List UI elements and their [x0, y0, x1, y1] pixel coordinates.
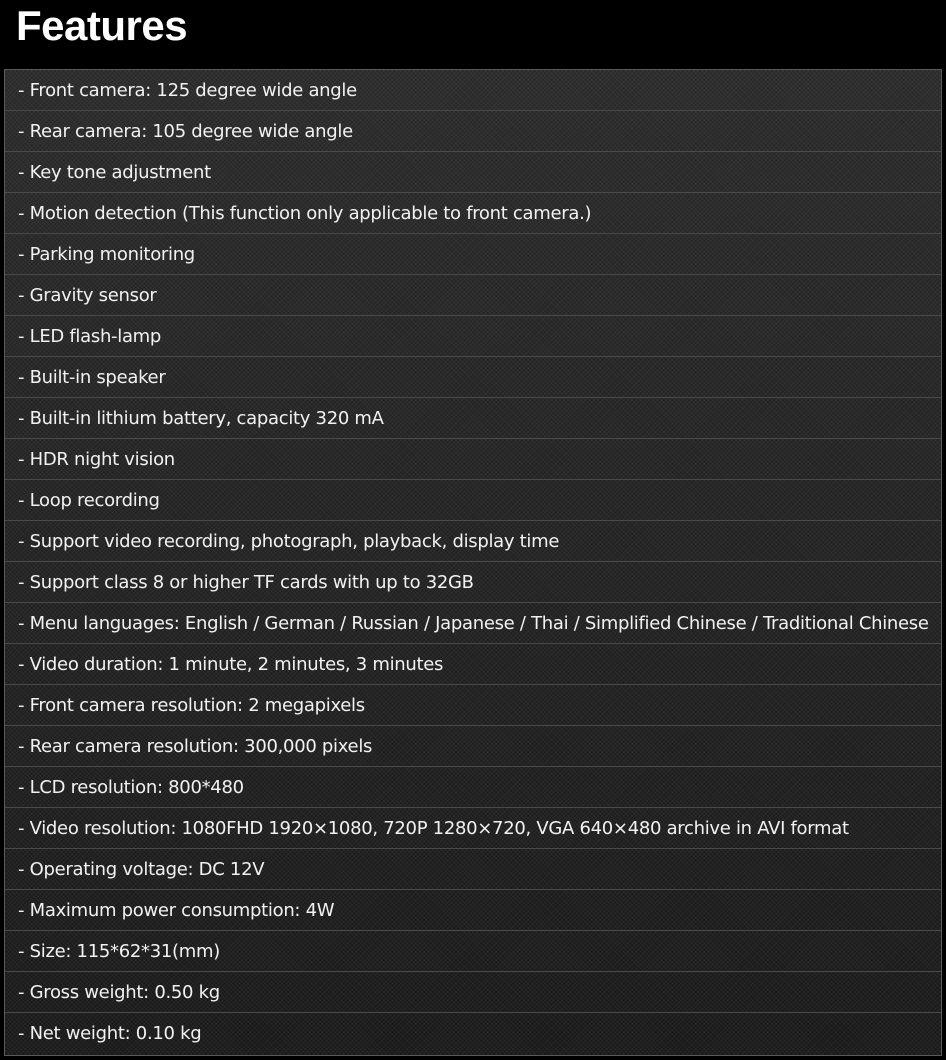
feature-row	[5, 972, 941, 1013]
feature-row	[5, 685, 941, 726]
feature-row	[5, 603, 941, 644]
feature-row	[5, 193, 941, 234]
feature-text: - Built-in lithium battery, capacity 320 mA	[18, 407, 384, 429]
feature-text: - Motion detection (This function only applicable to front camera.)	[18, 202, 592, 224]
feature-text: - Rear camera resolution: 300,000 pixels	[18, 735, 373, 757]
feature-row	[5, 562, 941, 603]
feature-text: - Rear camera: 105 degree wide angle	[18, 120, 353, 142]
feature-text: - Support video recording, photograph, playback, display time	[18, 530, 560, 552]
feature-row	[5, 1013, 941, 1054]
feature-text: - Front camera: 125 degree wide angle	[18, 79, 357, 101]
feature-row	[5, 931, 941, 972]
feature-row	[5, 70, 941, 111]
feature-text: - Parking monitoring	[18, 243, 195, 265]
feature-row	[5, 521, 941, 562]
feature-text: - Video duration: 1 minute, 2 minutes, 3 minutes	[18, 653, 444, 675]
feature-row	[5, 152, 941, 193]
feature-row	[5, 316, 941, 357]
feature-text: - Video resolution: 1080FHD 1920×1080, 720P 1280×720, VGA 640×480 archive in AVI format	[18, 817, 849, 839]
feature-row	[5, 398, 941, 439]
feature-row	[5, 767, 941, 808]
feature-text: - Front camera resolution: 2 megapixels	[18, 694, 365, 716]
feature-row	[5, 890, 941, 931]
feature-text: - LCD resolution: 800*480	[18, 776, 244, 798]
feature-row	[5, 111, 941, 152]
feature-text: - Maximum power consumption: 4W	[18, 899, 335, 921]
feature-text: - HDR night vision	[18, 448, 175, 470]
feature-row	[5, 808, 941, 849]
feature-row	[5, 644, 941, 685]
page-title: Features	[16, 2, 188, 49]
feature-row	[5, 234, 941, 275]
feature-row	[5, 439, 941, 480]
feature-row	[5, 849, 941, 890]
feature-text: - Net weight: 0.10 kg	[18, 1023, 202, 1044]
feature-text: - Built-in speaker	[18, 366, 166, 388]
feature-row	[5, 357, 941, 398]
feature-text: - Loop recording	[18, 489, 160, 511]
feature-text: - Size: 115*62*31(mm)	[18, 940, 220, 962]
feature-text: - Menu languages: English / German / Russian / Japanese / Thai / Simplified Chinese / Traditional Chinese	[18, 612, 929, 634]
feature-text: - Gravity sensor	[18, 284, 157, 306]
feature-row	[5, 275, 941, 316]
feature-row	[5, 726, 941, 767]
feature-text: - Gross weight: 0.50 kg	[18, 981, 220, 1003]
feature-text: - Support class 8 or higher TF cards with up to 32GB	[18, 571, 474, 593]
features-list	[5, 70, 941, 1054]
features-panel	[4, 69, 942, 1056]
feature-text: - Operating voltage: DC 12V	[18, 858, 265, 880]
page-header	[0, 0, 946, 68]
feature-text: - LED flash-lamp	[18, 325, 162, 347]
feature-row	[5, 480, 941, 521]
feature-text: - Key tone adjustment	[18, 161, 211, 183]
